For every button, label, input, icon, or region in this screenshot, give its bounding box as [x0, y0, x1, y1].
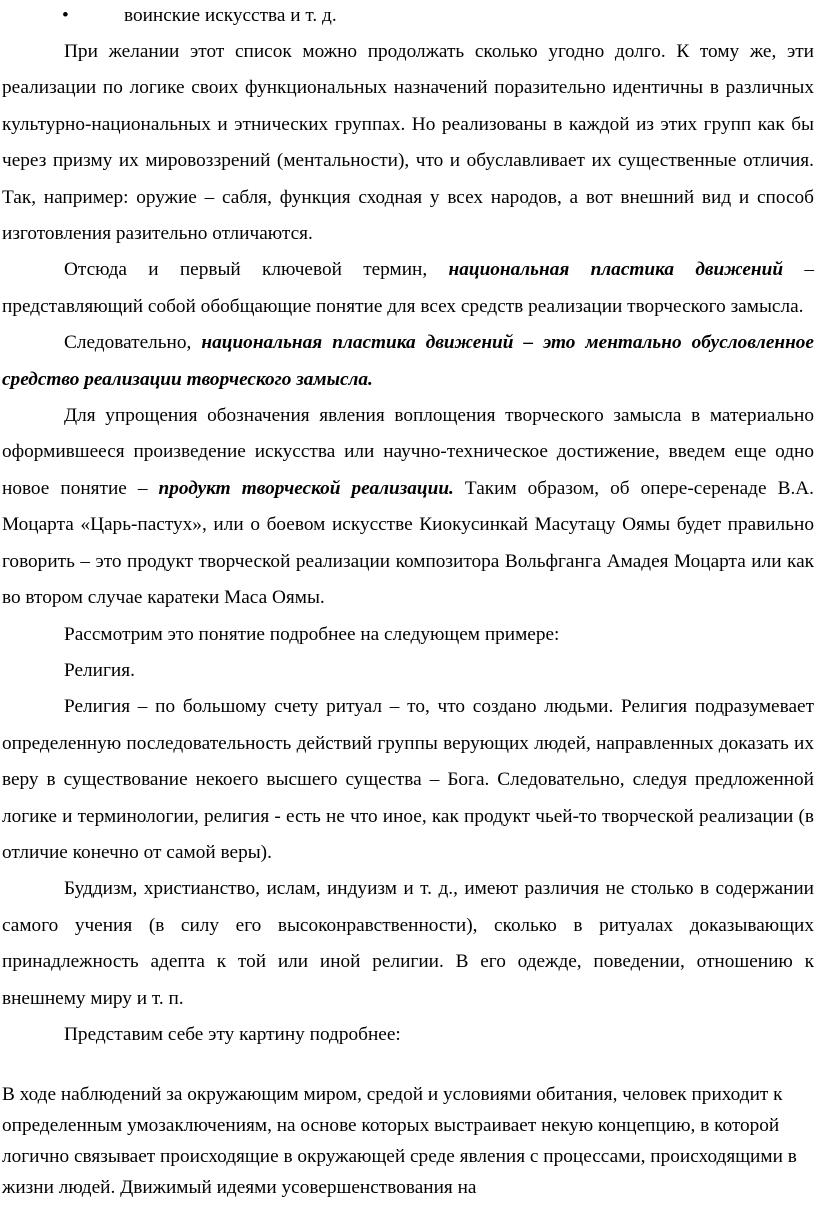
paragraph-first-term-before: Отсюда и первый ключевой термин,: [64, 259, 449, 281]
term-creative-product: продукт творческой реализации.: [158, 477, 454, 499]
bullet-list-item: [2, 0, 337, 34]
paragraph-religion-ritual: Религия – по большому счету ритуал – то, что создано людьми. Религия подразумевает определенную последовательность действий группы верующих людей, направленных доказать их веру в существование некоего высшего существа – Бога. Следовательно, следуя предложенной логике и терминологии, религия - есть не что иное, как продукт чьей-то творческой реализации (в отличие конечно от самой веры).: [2, 696, 814, 863]
paragraph-religion-heading: Религия.: [64, 659, 135, 681]
main-text-block: [2, 34, 814, 1053]
definition-national-plasticity: национальная пластика движений – это ментально обусловленное средство реализации творческого замысла.: [2, 332, 814, 390]
paragraph-imagine-picture: Представим себе эту картину подробнее:: [64, 1023, 401, 1045]
paragraph-list-continuation: При желании этот список можно продолжать сколько угодно долго. К тому же, эти реализации по логике своих функциональных назначений поразительно идентичны в различных культурно-национальных и этнических группах. Но реализованы в каждой из этих групп как бы через призму их мировоззрений (ментальности), что и обуславливает их существенные отличия. Так, например: оружие – сабля, функция сходная у всех народов, а вот внешний вид и способ изготовления разительно отличаются.: [2, 41, 814, 245]
paragraph-first-term: [2, 252, 814, 325]
bullet-item-text: воинские искусства и т. д.: [124, 5, 337, 26]
paragraph-first-term-after: – представляющий собой обобщающие понятие для всех средств реализации творческого замысла.: [2, 259, 815, 317]
paragraph-religions-differences: Буддизм, христианство, ислам, индуизм и т. д., имеют различия не столько в содержании самого учения (в силу его высоконравственности), сколько в ритуалах доказывающих принадлежность адепта к той или иной религии. В его одежде, поведении, отношению к внешнему миру и т. п.: [2, 878, 814, 1009]
paragraph-observations: В ходе наблюдений за окружающим миром, средой и условиями обитания, человек приходит к определенным умозаключениям, на основе которых выстраивает некую концепцию, в которой логично связывает происходящие в окружающей среде явления с процессами, происходящими в жизни людей. Движимый идеями усовершенствования на: [2, 1084, 797, 1198]
paragraph-creative-product-before: Для упрощения обозначения явления воплощения творческого замысла в материально оформившееся произведение искусства или научно-техническое достижение, введем еще одно новое понятие –: [2, 405, 814, 499]
paragraph-example-intro: Рассмотрим это понятие подробнее на следующем примере:: [64, 623, 560, 645]
term-national-plasticity: национальная пластика движений: [448, 259, 784, 281]
paragraph-definition: [2, 325, 814, 398]
bullet-icon: •: [62, 5, 69, 26]
paragraph-definition-before: Следовательно,: [64, 332, 202, 354]
paragraph-creative-product-after: Таким образом, об опере-серенаде В.А. Моцарта «Царь-пастух», или о боевом искусстве Киокусинкай Масутацу Оямы будет правильно говорить – это продукт творческой реализации композитора Вольфганга Амадея Моцарта или как во втором случае каратеки Маса Оямы.: [2, 477, 815, 609]
paragraph-creative-product: [2, 398, 814, 616]
final-text-block: [2, 1079, 814, 1203]
